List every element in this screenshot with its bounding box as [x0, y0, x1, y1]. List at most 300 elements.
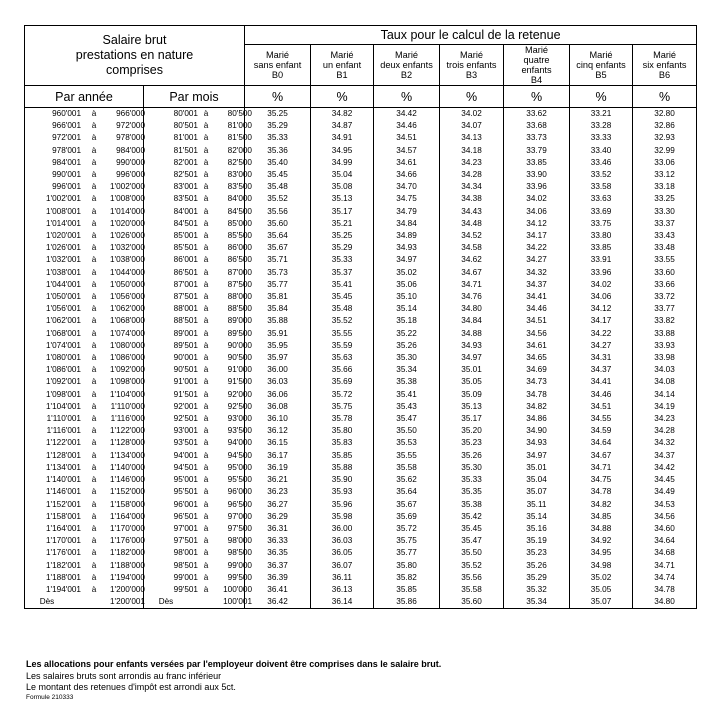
- annual-to: 1'134'000: [109, 450, 145, 460]
- monthly-range-cell: [144, 413, 252, 425]
- rate-cell: 34.32: [504, 267, 570, 279]
- rate-cell: 33.73: [504, 132, 570, 144]
- annual-from: 1'188'001: [45, 572, 81, 582]
- annual-range-cell: [25, 108, 144, 121]
- range-connector: à: [203, 340, 209, 350]
- table-row: [25, 181, 697, 193]
- annual-from: 1'098'001: [45, 389, 81, 399]
- monthly-to: 87'500: [227, 279, 252, 289]
- monthly-range-cell: [144, 364, 252, 376]
- monthly-from: 98'501: [173, 560, 198, 570]
- range-connector: à: [91, 218, 97, 228]
- monthly-range-cell: [144, 108, 252, 121]
- footer-note: Le montant des retenues d'impôt est arrondi aux 5ct.: [26, 682, 236, 692]
- table-row: [25, 413, 697, 425]
- table-row: [25, 230, 697, 242]
- monthly-to: 91'000: [227, 365, 252, 375]
- rate-cell: 33.62: [504, 108, 570, 121]
- rate-cell: 34.75: [570, 474, 633, 486]
- annual-to: 966'000: [116, 109, 145, 118]
- annual-range-cell: [25, 157, 144, 169]
- rate-cell: 33.30: [633, 206, 697, 218]
- annual-range-cell: [25, 376, 144, 388]
- annual-to: 1'038'000: [109, 255, 145, 265]
- range-connector: à: [203, 133, 209, 143]
- table-row: [25, 450, 697, 462]
- annual-range-cell: [25, 535, 144, 547]
- rate-cell: 36.10: [245, 413, 311, 425]
- monthly-range-cell: [144, 181, 252, 193]
- rate-cell: 35.23: [440, 437, 504, 449]
- rate-cell: 34.82: [311, 108, 374, 121]
- rate-cell: 35.19: [504, 535, 570, 547]
- rate-cell: 34.97: [374, 254, 440, 266]
- category-header-line: Marié: [460, 50, 483, 60]
- annual-range-cell: [25, 572, 144, 584]
- annual-to: 972'000: [116, 121, 145, 131]
- annual-from: 1'170'001: [45, 536, 81, 546]
- rate-cell: 34.84: [440, 315, 504, 327]
- monthly-to: 92'500: [227, 401, 252, 411]
- annual-range-cell: [25, 413, 144, 425]
- range-connector: à: [203, 487, 209, 497]
- rate-cell: 34.89: [374, 230, 440, 242]
- rate-cell: 35.93: [311, 486, 374, 498]
- rate-cell: 34.93: [440, 340, 504, 352]
- rate-cell: 34.18: [440, 145, 504, 157]
- range-connector: à: [91, 499, 97, 509]
- range-connector: à: [91, 279, 97, 289]
- monthly-to: 88'500: [227, 304, 252, 314]
- annual-from: 1'104'001: [45, 401, 81, 411]
- annual-from: 966'001: [52, 121, 81, 131]
- rate-cell: 35.82: [374, 572, 440, 584]
- rate-cell: 34.46: [504, 303, 570, 315]
- annual-range-cell: [25, 328, 144, 340]
- rate-cell: 34.86: [504, 413, 570, 425]
- monthly-from: 91'001: [173, 377, 198, 387]
- rate-cell: 36.00: [245, 364, 311, 376]
- rate-cell: 32.99: [633, 145, 697, 157]
- rate-cell: 35.77: [374, 547, 440, 559]
- range-connector: à: [203, 511, 209, 521]
- rate-cell: 36.00: [311, 523, 374, 535]
- annual-from: 1'146'001: [45, 487, 81, 497]
- annual-from: 1'056'001: [45, 304, 81, 314]
- monthly-range-cell: [144, 499, 252, 511]
- category-header-line: trois enfants: [446, 60, 497, 70]
- tax-rate-table: [24, 25, 697, 609]
- annual-range-cell: [25, 401, 144, 413]
- rate-cell: 36.15: [245, 437, 311, 449]
- table-row: [25, 108, 697, 121]
- range-connector: à: [91, 243, 97, 253]
- rate-cell: 34.97: [440, 352, 504, 364]
- rate-cell: 35.26: [504, 560, 570, 572]
- monthly-range-cell: [144, 474, 252, 486]
- annual-to: 1'098'000: [109, 377, 145, 387]
- table-row: [25, 218, 697, 230]
- annual-range-cell: [25, 242, 144, 254]
- rate-cell: 35.41: [311, 279, 374, 291]
- rate-cell: 34.93: [374, 242, 440, 254]
- range-connector: à: [91, 487, 97, 497]
- range-connector: à: [203, 255, 209, 265]
- rate-cell: 34.41: [504, 291, 570, 303]
- rate-cell: 34.97: [504, 450, 570, 462]
- annual-from: 1'140'001: [45, 475, 81, 485]
- monthly-from: 95'501: [173, 487, 198, 497]
- annual-from: 972'001: [52, 133, 81, 143]
- range-connector: à: [91, 450, 97, 460]
- annual-to: 1'014'000: [109, 206, 145, 216]
- annual-from: 1'152'001: [45, 499, 81, 509]
- rate-cell: 34.73: [504, 376, 570, 388]
- monthly-range-cell: [144, 450, 252, 462]
- monthly-to: 85'000: [227, 218, 252, 228]
- rate-cell: 35.33: [440, 474, 504, 486]
- rate-cell: 34.46: [374, 120, 440, 132]
- rate-cell: 34.55: [570, 413, 633, 425]
- monthly-to: 100'000: [223, 584, 252, 594]
- monthly-range-cell: [144, 560, 252, 572]
- monthly-range-cell: [144, 193, 252, 205]
- rate-cell: 34.79: [374, 206, 440, 218]
- range-connector: à: [203, 231, 209, 241]
- rate-cell: 35.56: [440, 572, 504, 584]
- table-row: [25, 535, 697, 547]
- rate-cell: 34.22: [504, 242, 570, 254]
- annual-from: 1'086'001: [45, 365, 81, 375]
- footer-note: Les salaires bruts sont arrondis au franc inférieur: [26, 670, 222, 681]
- footer-bold-note: Les allocations pour enfants versées par l'employeur doivent être comprises dans le salaire brut.: [26, 659, 442, 669]
- rate-cell: 33.88: [633, 328, 697, 340]
- annual-from: 1'128'001: [45, 450, 81, 460]
- rate-cell: 35.34: [374, 364, 440, 376]
- monthly-to: 96'500: [227, 499, 252, 509]
- rate-cell: 33.06: [633, 157, 697, 169]
- rate-cell: 35.32: [504, 584, 570, 596]
- rate-cell: 36.14: [311, 596, 374, 609]
- rate-cell: 33.96: [504, 181, 570, 193]
- range-connector: à: [203, 401, 209, 411]
- rate-cell: 33.28: [570, 120, 633, 132]
- rate-cell: 34.78: [633, 584, 697, 596]
- rate-cell: 35.91: [245, 328, 311, 340]
- rate-cell: 34.98: [570, 560, 633, 572]
- rate-cell: 36.17: [245, 450, 311, 462]
- rate-cell: 34.03: [633, 364, 697, 376]
- rate-cell: 34.93: [504, 437, 570, 449]
- rate-cell: 35.63: [311, 352, 374, 364]
- monthly-from: 99'001: [173, 572, 198, 582]
- annual-from: 1'116'001: [46, 426, 81, 436]
- rate-cell: 33.80: [570, 230, 633, 242]
- salaire-brut-line: comprises: [106, 63, 163, 77]
- category-header-line: Marié: [589, 50, 613, 60]
- annual-to: 1'080'000: [109, 340, 145, 350]
- rate-cell: 34.78: [504, 389, 570, 401]
- rate-cell: 35.88: [245, 315, 311, 327]
- rate-cell: 33.21: [570, 108, 633, 121]
- table-row: [25, 584, 697, 596]
- rate-cell: 34.06: [504, 206, 570, 218]
- annual-to: 1'074'000: [109, 328, 145, 338]
- rate-cell: 35.97: [245, 352, 311, 364]
- rate-cell: 34.13: [440, 132, 504, 144]
- rate-cell: 34.56: [633, 511, 697, 523]
- rate-cell: 35.38: [440, 499, 504, 511]
- rate-cell: 33.60: [633, 267, 697, 279]
- category-header: [374, 45, 440, 86]
- rate-cell: 35.02: [374, 267, 440, 279]
- rate-cell: 35.50: [374, 425, 440, 437]
- annual-to: 1'128'000: [109, 438, 145, 448]
- monthly-from: 84'001: [173, 206, 198, 216]
- rate-cell: 36.03: [245, 376, 311, 388]
- rate-cell: 32.80: [633, 108, 697, 121]
- monthly-range-cell: [144, 267, 252, 279]
- rate-cell: 36.41: [245, 584, 311, 596]
- monthly-range-cell: [144, 584, 252, 596]
- rate-cell: 34.27: [504, 254, 570, 266]
- rate-cell: 35.30: [440, 462, 504, 474]
- annual-to: 1'200'000: [109, 584, 145, 594]
- rate-cell: 35.18: [374, 315, 440, 327]
- monthly-from: 92'501: [173, 414, 198, 424]
- monthly-range-cell: [144, 596, 252, 609]
- rate-cell: 35.08: [311, 181, 374, 193]
- monthly-range-cell: [144, 523, 252, 535]
- percent-header: %: [440, 86, 504, 108]
- rate-cell: 34.61: [504, 340, 570, 352]
- rate-cell: 34.67: [440, 267, 504, 279]
- monthly-from: 83'001: [173, 182, 198, 192]
- table-row: [25, 425, 697, 437]
- rate-cell: 34.88: [570, 523, 633, 535]
- rate-cell: 34.37: [633, 450, 697, 462]
- rate-cell: 35.69: [311, 376, 374, 388]
- annual-to: 1'062'000: [109, 304, 145, 314]
- annual-range-cell: [25, 511, 144, 523]
- rate-cell: 35.50: [440, 547, 504, 559]
- table-row: [25, 120, 697, 132]
- rate-cell: 34.87: [311, 120, 374, 132]
- rate-cell: 36.35: [245, 547, 311, 559]
- range-connector: à: [91, 267, 97, 277]
- rate-cell: 34.49: [633, 486, 697, 498]
- rate-cell: 35.01: [440, 364, 504, 376]
- rate-cell: 35.86: [374, 596, 440, 609]
- rate-cell: 34.37: [570, 364, 633, 376]
- monthly-to: 96'000: [227, 487, 252, 497]
- rate-cell: 34.71: [633, 560, 697, 572]
- category-header: [570, 45, 633, 86]
- monthly-to: 86'000: [227, 243, 252, 253]
- monthly-to: 84'500: [227, 206, 252, 216]
- rate-cell: 34.78: [570, 486, 633, 498]
- rate-cell: 36.21: [245, 474, 311, 486]
- monthly-range-cell: [144, 352, 252, 364]
- rate-cell: 34.74: [633, 572, 697, 584]
- rate-cell: 34.53: [633, 499, 697, 511]
- annual-to: 1'086'000: [109, 353, 145, 363]
- range-connector: à: [91, 231, 97, 241]
- rate-cell: 34.64: [633, 535, 697, 547]
- rate-cell: 34.84: [374, 218, 440, 230]
- rate-cell: 34.31: [570, 352, 633, 364]
- range-connector: à: [203, 377, 209, 387]
- rate-cell: 33.77: [633, 303, 697, 315]
- annual-range-cell: [25, 340, 144, 352]
- annual-range-cell: [25, 291, 144, 303]
- category-header-line: un enfant: [322, 60, 362, 70]
- rate-cell: 34.76: [440, 291, 504, 303]
- table-row: [25, 437, 697, 449]
- monthly-from: 96'501: [173, 511, 198, 521]
- annual-range-cell: [25, 352, 144, 364]
- range-connector: à: [203, 218, 209, 228]
- rate-cell: 34.92: [570, 535, 633, 547]
- rate-cell: 36.12: [245, 425, 311, 437]
- range-connector: à: [203, 157, 209, 167]
- rate-cell: 35.58: [440, 584, 504, 596]
- rate-cell: 35.45: [440, 523, 504, 535]
- rate-cell: 35.10: [374, 291, 440, 303]
- annual-from: 1'002'001: [45, 194, 81, 204]
- monthly-to: 98'000: [227, 536, 252, 546]
- table-row-final: [25, 596, 697, 609]
- rate-cell: 35.80: [374, 560, 440, 572]
- category-header-line: B4: [530, 75, 543, 85]
- rate-cell: 34.88: [440, 328, 504, 340]
- rate-cell: 35.81: [245, 291, 311, 303]
- footer-notes: [26, 659, 441, 702]
- rate-cell: 33.85: [570, 242, 633, 254]
- annual-to: 1'194'000: [109, 572, 145, 582]
- monthly-range-cell: [144, 254, 252, 266]
- category-header-line: B2: [400, 70, 413, 80]
- rate-cell: 33.43: [633, 230, 697, 242]
- monthly-range-cell: [144, 547, 252, 559]
- annual-to: 1'092'000: [109, 365, 145, 375]
- rate-cell: 33.75: [570, 218, 633, 230]
- table-row: [25, 145, 697, 157]
- range-connector: à: [203, 304, 209, 314]
- rate-cell: 35.37: [311, 267, 374, 279]
- rate-cell: 34.17: [570, 315, 633, 327]
- monthly-to: 91'500: [227, 377, 252, 387]
- rate-cell: 33.25: [633, 193, 697, 205]
- rate-cell: 34.75: [374, 193, 440, 205]
- taux-header: Taux pour le calcul de la retenue: [245, 26, 697, 45]
- annual-from: 1'008'001: [45, 206, 81, 216]
- monthly-from: 87'501: [173, 292, 198, 302]
- rate-cell: 35.56: [245, 206, 311, 218]
- rate-cell: 35.90: [311, 474, 374, 486]
- rate-cell: 33.72: [633, 291, 697, 303]
- rate-cell: 35.26: [374, 340, 440, 352]
- rate-cell: 34.51: [570, 401, 633, 413]
- rate-cell: 34.99: [311, 157, 374, 169]
- range-connector: à: [203, 548, 209, 558]
- rate-cell: 34.14: [633, 389, 697, 401]
- range-connector: à: [91, 353, 97, 363]
- rate-cell: 34.70: [374, 181, 440, 193]
- rate-cell: 33.90: [504, 169, 570, 181]
- annual-to: 1'188'000: [109, 560, 145, 570]
- monthly-from: 81'001: [173, 133, 198, 143]
- annual-from: 1'014'001: [45, 218, 81, 228]
- range-connector: à: [91, 560, 97, 570]
- annual-from: 1'044'001: [45, 279, 81, 289]
- rate-cell: 35.71: [245, 254, 311, 266]
- annual-range-cell: [25, 584, 144, 596]
- rate-cell: 34.27: [570, 340, 633, 352]
- range-connector: à: [91, 438, 97, 448]
- rate-cell: 36.06: [245, 389, 311, 401]
- range-connector: à: [203, 572, 209, 582]
- monthly-from: 99'501: [173, 584, 198, 594]
- rate-cell: 34.34: [440, 181, 504, 193]
- rate-cell: 34.66: [374, 169, 440, 181]
- table-row: [25, 486, 697, 498]
- annual-range-cell: [25, 437, 144, 449]
- monthly-from: 97'001: [173, 523, 198, 533]
- annual-range-cell: [25, 267, 144, 279]
- monthly-from: 97'501: [173, 536, 198, 546]
- monthly-range-cell: [144, 389, 252, 401]
- rate-cell: 33.68: [504, 120, 570, 132]
- rate-cell: 36.29: [245, 511, 311, 523]
- table-row: [25, 132, 697, 144]
- range-connector: à: [203, 438, 209, 448]
- rate-cell: 33.69: [570, 206, 633, 218]
- rate-cell: 35.95: [245, 340, 311, 352]
- range-connector: à: [203, 267, 209, 277]
- rate-cell: 34.61: [374, 157, 440, 169]
- monthly-range-cell: [144, 401, 252, 413]
- rate-cell: 35.48: [245, 181, 311, 193]
- monthly-to: 94'500: [227, 450, 252, 460]
- monthly-from: 93'501: [173, 438, 198, 448]
- rate-cell: 35.23: [504, 547, 570, 559]
- annual-to: 1'158'000: [109, 499, 145, 509]
- rate-cell: 35.13: [311, 193, 374, 205]
- rate-cell: 35.42: [440, 511, 504, 523]
- rate-cell: 35.88: [311, 462, 374, 474]
- salaire-brut-header: [25, 26, 245, 86]
- rate-cell: 34.02: [440, 108, 504, 121]
- range-connector: à: [91, 475, 97, 485]
- rate-cell: 35.06: [374, 279, 440, 291]
- category-header-line: Marié: [395, 50, 418, 60]
- salaire-brut-line: Salaire brut: [102, 33, 167, 47]
- range-connector: à: [203, 365, 209, 375]
- annual-range-cell: [25, 218, 144, 230]
- rate-cell: 36.33: [245, 535, 311, 547]
- monthly-range-cell: [144, 315, 252, 327]
- rate-cell: 33.85: [504, 157, 570, 169]
- annual-from: 1'092'001: [45, 377, 81, 387]
- rate-cell: 33.55: [633, 254, 697, 266]
- rate-cell: 33.82: [633, 315, 697, 327]
- range-connector: à: [91, 523, 97, 533]
- annual-to: 1'110'000: [110, 401, 145, 411]
- monthly-from: 90'001: [173, 353, 198, 363]
- rate-cell: 34.71: [570, 462, 633, 474]
- rate-cell: 36.42: [245, 596, 311, 609]
